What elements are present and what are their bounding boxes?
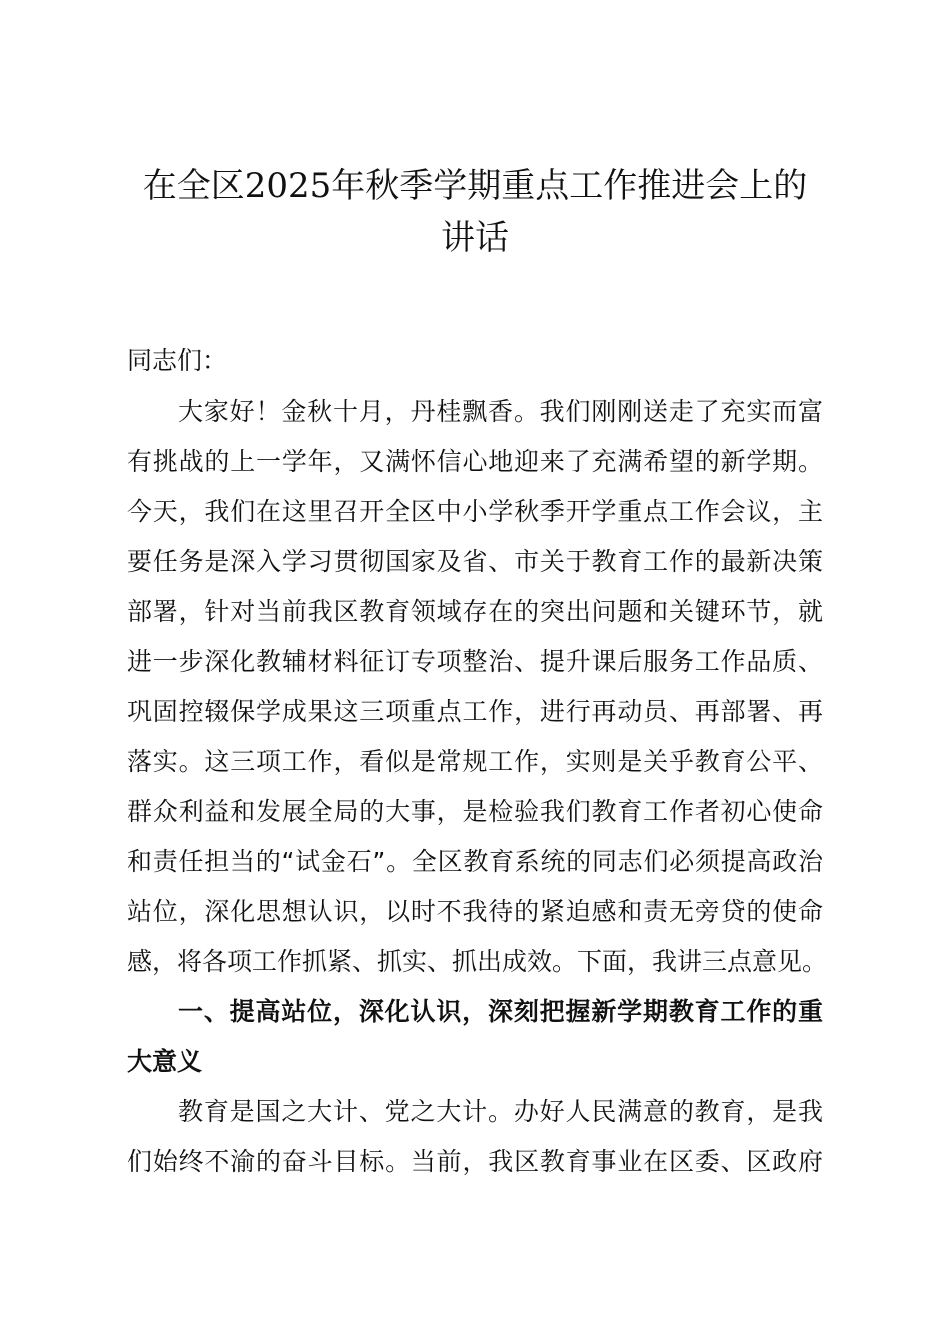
paragraph-line: 们始终不渝的奋斗目标。当前，我区教育事业在区委、区政府: [127, 1147, 823, 1176]
document-title-line-2: 讲话: [441, 218, 509, 258]
paragraph-line: 教育是国之大计、党之大计。办好人民满意的教育，是我: [178, 1097, 823, 1126]
paragraph-line: 进一步深化教辅材料征订专项整治、提升课后服务工作品质、: [127, 647, 823, 676]
salutation: 同志们：: [127, 346, 228, 375]
document-title-line-1: 在全区2025年秋季学期重点工作推进会上的: [142, 166, 808, 206]
paragraph-line: 和责任担当的“试金石”。全区教育系统的同志们必须提高政治: [127, 847, 823, 876]
paragraph-line: 部署，针对当前我区教育领域存在的突出问题和关键环节，就: [127, 597, 823, 626]
paragraph-line: 今天，我们在这里召开全区中小学秋季开学重点工作会议，主: [127, 497, 823, 526]
paragraph-line: 感，将各项工作抓紧、抓实、抓出成效。下面，我讲三点意见。: [127, 947, 828, 976]
heading-line: 大意义: [127, 1047, 203, 1076]
paragraph-line: 站位，深化思想认识，以时不我待的紧迫感和责无旁贷的使命: [127, 897, 823, 926]
paragraph-line: 群众利益和发展全局的大事，是检验我们教育工作者初心使命: [127, 797, 823, 826]
paragraph-line: 要任务是深入学习贯彻国家及省、市关于教育工作的最新决策: [127, 547, 823, 576]
paragraph-line: 巩固控辍保学成果这三项重点工作，进行再动员、再部署、再: [127, 697, 823, 726]
heading-line: 一、提高站位，深化认识，深刻把握新学期教育工作的重: [178, 997, 823, 1026]
paragraph-line: 大家好！金秋十月，丹桂飘香。我们刚刚送走了充实而富: [178, 397, 823, 426]
paragraph-line: 落实。这三项工作，看似是常规工作，实则是关乎教育公平、: [127, 747, 823, 776]
paragraph-line: 有挑战的上一学年，又满怀信心地迎来了充满希望的新学期。: [127, 447, 823, 476]
